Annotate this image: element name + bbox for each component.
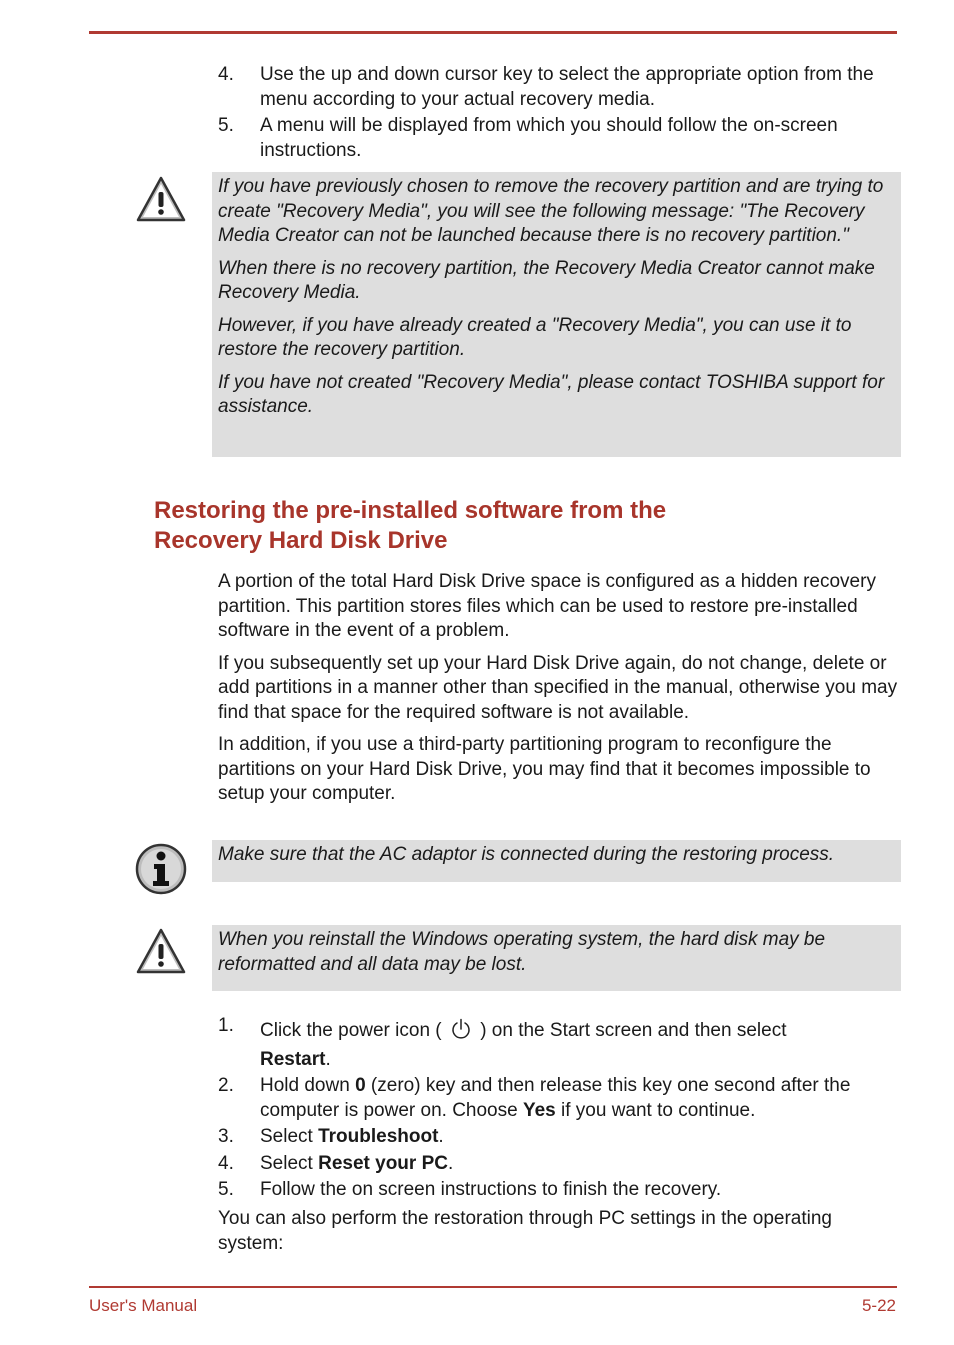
note-paragraph: When there is no recovery partition, the Recovery Media Creator cannot make Recovery Media. xyxy=(218,257,875,303)
step-number: 5. xyxy=(218,115,234,136)
warning-note xyxy=(212,925,901,991)
body-paragraph: You can also perform the restoration through PC settings in the operating system: xyxy=(218,1208,833,1254)
step-text xyxy=(260,1074,902,1123)
step-text xyxy=(260,1152,902,1177)
step-text-part: . xyxy=(438,1126,444,1147)
body-paragraph: If you subsequently set up your Hard Disk Drive again, do not change, delete or add partitions in a manner other than specified in the manual, otherwise you may find that space for the required software is not available. xyxy=(218,652,898,723)
footer-rule xyxy=(89,1286,897,1288)
header-rule xyxy=(89,31,897,34)
footer-manual-title: User's Manual xyxy=(89,1296,198,1315)
list-item xyxy=(218,1074,902,1123)
note-paragraph: Make sure that the AC adaptor is connected during the restoring process. xyxy=(218,844,835,865)
note-paragraph: However, if you have already created a "Recovery Media", you can use it to restore the recovery partition. xyxy=(218,314,852,360)
step-keyword: Restart xyxy=(260,1048,326,1070)
step-number: 4. xyxy=(218,1152,234,1174)
warning-note xyxy=(212,172,901,457)
list-item xyxy=(218,1125,902,1150)
section-body xyxy=(218,570,902,815)
steps-top-list xyxy=(218,63,902,165)
note-paragraph: If you have previously chosen to remove the recovery partition and are trying to create "Recovery Media", you will see the following message: "The Recovery Media Creator can not be launched because there is no recovery partition." xyxy=(218,176,884,246)
step-keyword: 0 xyxy=(355,1075,366,1096)
step-text xyxy=(260,1125,902,1150)
step-text-part: . xyxy=(447,1152,454,1174)
list-item xyxy=(218,1152,902,1177)
heading-line: Restoring the pre-installed software from the xyxy=(154,497,667,524)
page-number: 5-22 xyxy=(861,1296,896,1315)
step-keyword: Troubleshoot xyxy=(318,1126,439,1147)
info-icon xyxy=(135,843,187,895)
step-text: A menu will be displayed from which you should follow the on-screen instructions. xyxy=(260,115,838,161)
step-text: Use the up and down cursor key to select the appropriate option from the menu according to your actual recovery media. xyxy=(260,64,874,110)
step-text-part: if you want to continue. xyxy=(555,1099,756,1121)
info-note xyxy=(212,840,901,882)
step-text: Follow the on screen instructions to finish the recovery. xyxy=(260,1179,722,1200)
step-keyword: Yes xyxy=(522,1099,556,1121)
closing-text xyxy=(218,1207,902,1264)
note-paragraph: When you reinstall the Windows operating system, the hard disk may be reformatted and all data may be lost. xyxy=(218,929,826,975)
step-text-part: Hold down xyxy=(260,1075,356,1096)
step-number: 4. xyxy=(218,64,234,85)
step-number: 3. xyxy=(218,1126,234,1147)
body-paragraph: In addition, if you use a third-party partitioning program to reconfigure the partitions on your Hard Disk Drive, you may find that it becomes impossible to setup your computer. xyxy=(218,734,871,804)
note-paragraph: If you have not created "Recovery Media", please contact TOSHIBA support for assistance. xyxy=(218,371,885,417)
list-item xyxy=(218,1014,902,1072)
step-number: 1. xyxy=(218,1015,234,1036)
heading-line: Recovery Hard Disk Drive xyxy=(154,527,448,554)
step-keyword: Reset your PC xyxy=(318,1152,448,1174)
body-paragraph: A portion of the total Hard Disk Drive space is configured as a hidden recovery partition. This partition stores files which can be used to restore pre-installed software in the event of a problem. xyxy=(218,571,876,641)
warning-icon xyxy=(135,926,187,978)
list-item xyxy=(218,63,902,112)
step-text-part: Select xyxy=(260,1126,319,1147)
list-item xyxy=(218,114,902,163)
power-icon xyxy=(451,1018,471,1048)
section-heading xyxy=(154,496,854,556)
step-text-part: Click the power icon ( xyxy=(260,1020,442,1041)
list-item xyxy=(218,1178,902,1203)
step-number: 2. xyxy=(218,1075,234,1096)
step-text-part: . xyxy=(325,1048,331,1070)
steps-bottom-list xyxy=(218,1014,902,1205)
step-text-part: (zero) key and then release this key one second after the computer is power on. Choose xyxy=(260,1075,851,1121)
step-number: 5. xyxy=(218,1179,234,1200)
step-text xyxy=(260,1014,902,1072)
warning-icon xyxy=(135,174,187,226)
step-text-part: Select xyxy=(260,1152,319,1174)
step-text-part: ) on the Start screen and then select xyxy=(480,1020,787,1041)
